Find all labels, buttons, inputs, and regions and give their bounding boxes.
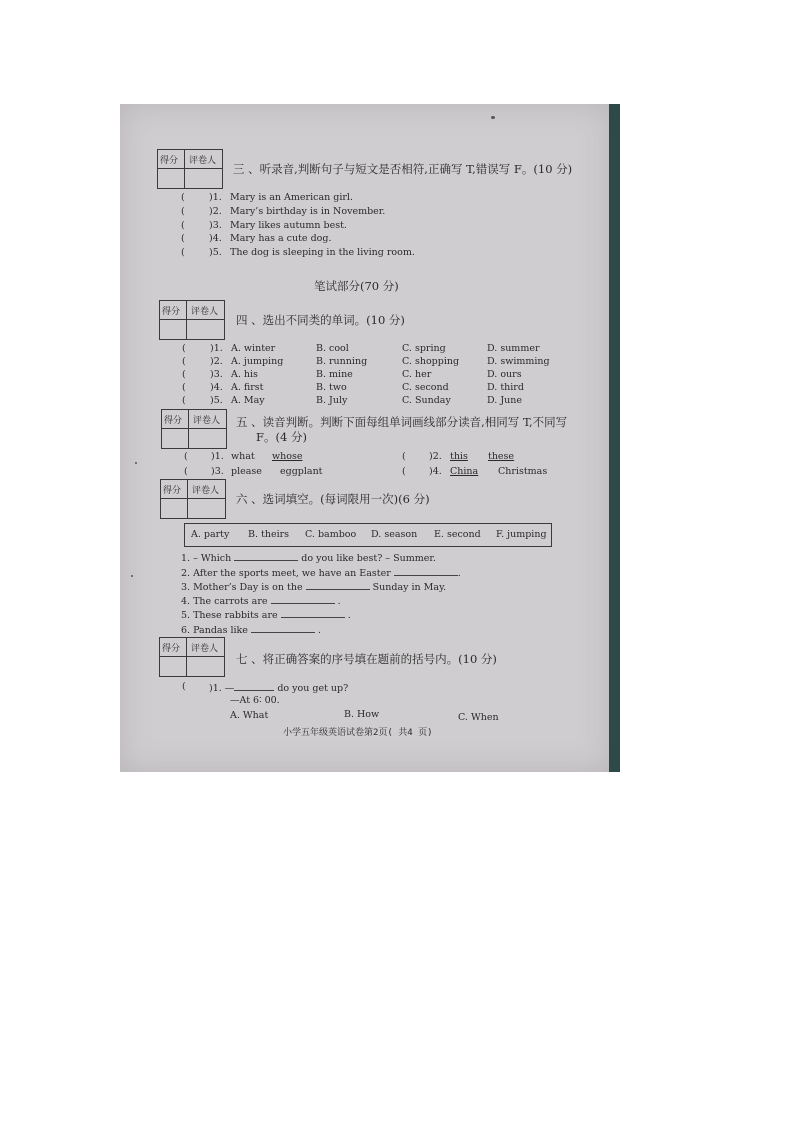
option-b: B. July [316, 395, 348, 406]
word-option: F. jumping [496, 529, 547, 540]
option-c: C. shopping [402, 356, 460, 367]
answer-blank[interactable] [271, 594, 335, 604]
option-a: A. What [230, 710, 269, 721]
word-bank-box [184, 523, 552, 547]
answer-blank[interactable] [281, 608, 345, 618]
answer-blank[interactable] [234, 681, 274, 691]
score-label: 得分 [164, 416, 183, 426]
speck [131, 575, 133, 577]
score-label: 得分 [162, 644, 181, 654]
speck [491, 116, 495, 119]
answer-paren: ( [181, 233, 185, 244]
option-b: B. mine [316, 369, 353, 380]
item-number: )2. [210, 356, 223, 367]
word-option: A. party [191, 529, 230, 540]
answer-blank[interactable] [234, 551, 298, 561]
option-a: A. May [231, 395, 265, 406]
option-c: C. her [402, 369, 432, 380]
word-option: D. season [371, 529, 418, 540]
answer-paren: ( [182, 382, 186, 393]
option-b: B. cool [316, 343, 349, 354]
answer-blank[interactable] [306, 580, 370, 590]
answer-paren: ( [182, 681, 186, 692]
word: eggplant [280, 466, 323, 477]
written-part-title: 笔试部分(70 分) [314, 279, 399, 293]
option-a: A. first [231, 382, 264, 393]
word-option: E. second [434, 529, 481, 540]
word: please [231, 466, 262, 477]
score-label: 得分 [163, 486, 182, 496]
answer-paren: ( [182, 369, 186, 380]
item-number: )3. [210, 369, 223, 380]
score-box [159, 300, 225, 340]
score-box [161, 409, 227, 449]
item-number: )5. [210, 395, 223, 406]
answer-paren: ( [182, 395, 186, 406]
fill-sentence: 1. – Which do you like best? – Summer. [181, 553, 436, 564]
item-number: )1. [210, 343, 223, 354]
score-label: 得分 [162, 307, 181, 317]
option-c: C. spring [402, 343, 446, 354]
item-number: )4. [210, 382, 223, 393]
option-d: D. June [487, 395, 522, 406]
item-number: )4. [209, 233, 222, 244]
statement: Mary is an American girl. [230, 192, 353, 203]
option-c: C. second [402, 382, 449, 393]
score-box [160, 479, 226, 519]
score-label: 得分 [160, 156, 179, 166]
answer-blank[interactable] [394, 566, 458, 576]
statement: Mary likes autumn best. [230, 220, 347, 231]
option-c: C. Sunday [402, 395, 451, 406]
item-number: )4. [429, 466, 442, 477]
fill-sentence: 5. These rabbits are . [181, 610, 351, 621]
answer-blank[interactable] [251, 623, 315, 633]
word-underlined: these [488, 451, 515, 462]
answer-paren: ( [184, 466, 188, 477]
answer-paren: ( [402, 466, 406, 477]
answer-paren: ( [184, 451, 188, 462]
fill-sentence: 4. The carrots are . [181, 596, 341, 607]
option-d: D. ours [487, 369, 522, 380]
section3-title: 三 、听录音,判断句子与短文是否相符,正确写 T,错误写 F。(10 分) [233, 162, 573, 176]
item-number: )1. [209, 192, 222, 203]
speck [135, 462, 137, 464]
answer-paren: ( [181, 220, 185, 231]
section5-title-line2: F。(4 分) [256, 430, 307, 444]
grader-label: 评卷人 [193, 416, 221, 426]
page-footer: 小学五年级英语试卷第2页( 共4 页) [283, 728, 433, 738]
item-number: )2. [209, 206, 222, 217]
answer-paren: ( [181, 247, 185, 258]
score-box [157, 149, 223, 189]
fill-sentence: 3. Mother’s Day is on the Sunday in May. [181, 582, 447, 593]
fill-sentence: 2. After the sports meet, we have an Easter . [181, 568, 461, 579]
grader-label: 评卷人 [191, 644, 219, 654]
section6-title: 六 、选词填空。(每词限用一次)(6 分) [236, 492, 430, 506]
grader-label: 评卷人 [189, 156, 217, 166]
item-number: )5. [209, 247, 222, 258]
question-stem: )1. — do you get up? [209, 683, 349, 694]
option-b: B. two [316, 382, 347, 393]
option-c: C. When [458, 712, 499, 723]
option-d: D. summer [487, 343, 540, 354]
word-underlined: whose [272, 451, 303, 462]
word-option: C. bamboo [305, 529, 357, 540]
answer-paren: ( [181, 206, 185, 217]
section7-title: 七 、将正确答案的序号填在题前的括号内。(10 分) [236, 652, 497, 666]
statement: The dog is sleeping in the living room. [230, 247, 415, 258]
page-edge-shadow [609, 104, 620, 772]
answer-paren: ( [181, 192, 185, 203]
answer-paren: ( [182, 356, 186, 367]
option-a: A. winter [231, 343, 276, 354]
answer-paren: ( [182, 343, 186, 354]
word-underlined: China [450, 466, 479, 477]
option-b: B. How [344, 709, 380, 720]
word: Christmas [498, 466, 548, 477]
item-number: )3. [211, 466, 224, 477]
item-number: )2. [429, 451, 442, 462]
grader-label: 评卷人 [192, 486, 220, 496]
answer-paren: ( [402, 451, 406, 462]
word: what [231, 451, 255, 462]
item-number: )1. [211, 451, 224, 462]
word-option: B. theirs [248, 529, 290, 540]
option-a: A. jumping [231, 356, 284, 367]
item-number: )3. [209, 220, 222, 231]
option-d: D. third [487, 382, 524, 393]
answer-line: —At 6∶ 00. [230, 695, 280, 706]
section5-title-line1: 五 、读音判断。判断下面每组单词画线部分读音,相同写 T,不同写 [236, 415, 568, 429]
section4-title: 四 、选出不同类的单词。(10 分) [236, 313, 405, 327]
option-a: A. his [231, 369, 258, 380]
score-box [159, 637, 225, 677]
word-underlined: this [450, 451, 468, 462]
option-d: D. swimming [487, 356, 550, 367]
fill-sentence: 6. Pandas like . [181, 625, 322, 636]
grader-label: 评卷人 [191, 307, 219, 317]
statement: Mary’s birthday is in November. [230, 206, 386, 217]
statement: Mary has a cute dog. [230, 233, 332, 244]
option-b: B. running [316, 356, 368, 367]
